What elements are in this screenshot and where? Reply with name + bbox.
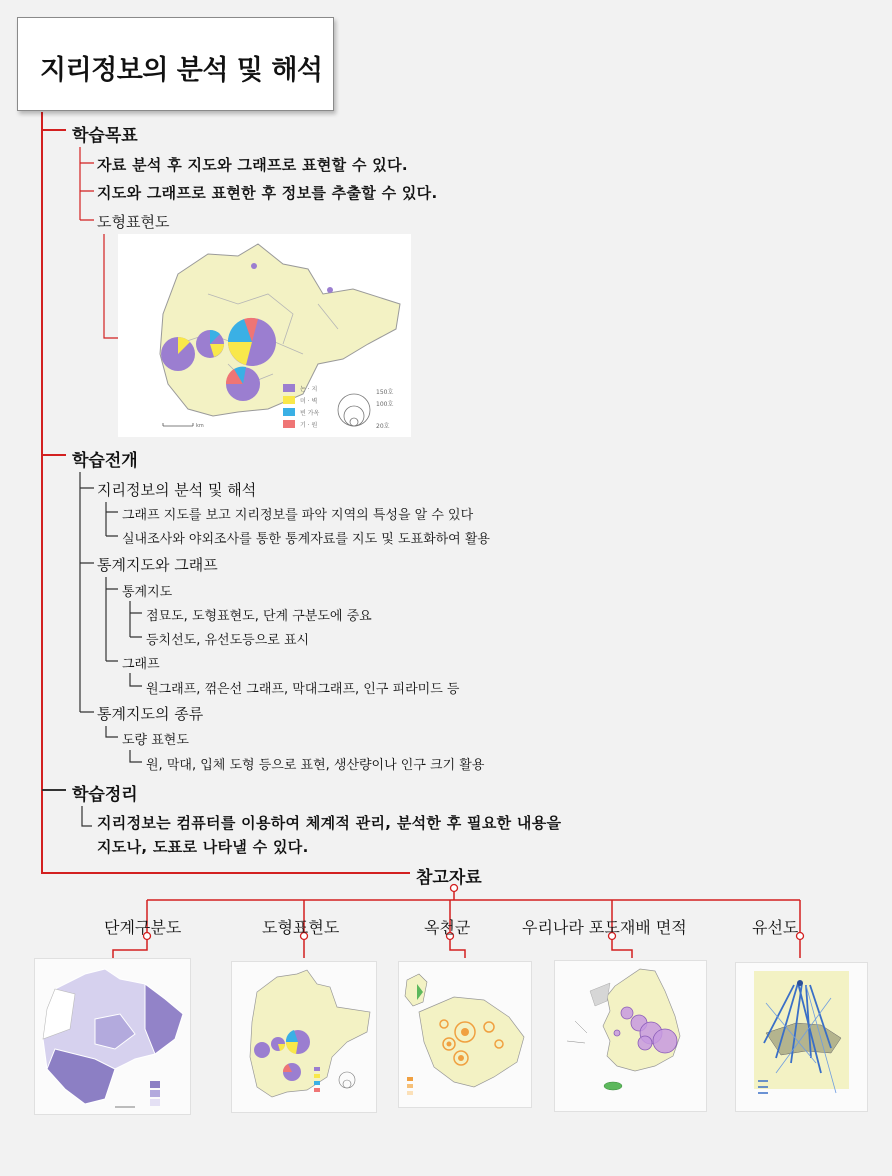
- development-heading: 학습전개: [72, 451, 138, 471]
- thumb-okcheon-map[interactable]: [398, 961, 532, 1108]
- summary-heading: 학습정리: [72, 785, 138, 805]
- thumb-pie-map[interactable]: [231, 961, 377, 1113]
- scale-label: km: [196, 423, 204, 429]
- ref-label-choropleth: 단계구분도: [104, 918, 182, 937]
- size-legend-2: 100호: [376, 401, 394, 408]
- dev-group-2-sub-2-item-1: 원그래프, 꺾은선 그래프, 막대그래프, 인구 피라미드 등: [146, 682, 460, 697]
- goal-item-1: 자료 분석 후 지도와 그래프로 표현할 수 있다.: [97, 156, 408, 174]
- thumb-grape-area-map[interactable]: [554, 960, 707, 1112]
- ref-label-okcheon: 옥천군: [424, 918, 471, 937]
- dev-group-3: 통계지도의 종류: [97, 705, 204, 723]
- goal-item-2: 지도와 그래프로 표현한 후 정보를 추출할 수 있다.: [97, 184, 438, 202]
- legend-item-2: 미 · 벽: [300, 398, 318, 405]
- thumb-flow-map[interactable]: [735, 962, 868, 1112]
- dev-group-1-item-2: 실내조사와 야외조사를 통한 통계자료를 지도 및 도표화하여 활용: [122, 532, 490, 547]
- goal-item-3: 도형표현도: [97, 213, 170, 231]
- legend-item-3: 빈 가옥: [300, 410, 320, 417]
- dev-group-2-sub-1: 통계지도: [122, 585, 173, 600]
- thumb-choropleth-map[interactable]: [34, 958, 191, 1115]
- dev-group-1: 지리정보의 분석 및 해석: [97, 481, 257, 499]
- summary-line-2: 지도나, 도표로 나타낼 수 있다.: [97, 838, 309, 856]
- legend-item-4: 기 · 원: [300, 422, 318, 429]
- dev-group-3-sub-1: 도량 표현도: [122, 733, 189, 748]
- pie-map-figure: [118, 234, 411, 437]
- size-legend-1: 150호: [376, 389, 394, 396]
- page-title: 지리정보의 분석 및 해석: [40, 55, 323, 86]
- dev-group-2-sub-1-item-1: 점묘도, 도형표현도, 단계 구분도에 중요: [146, 609, 372, 624]
- ref-label-grape-area: 우리나라 포도재배 면적: [522, 918, 687, 937]
- legend-item-1: 논 · 지: [300, 386, 318, 393]
- dev-group-1-item-1: 그래프 지도를 보고 지리정보를 파악 지역의 특성을 알 수 있다: [122, 508, 474, 523]
- dev-group-2: 통계지도와 그래프: [97, 556, 218, 574]
- dev-group-2-sub-1-item-2: 등치선도, 유선도등으로 표시: [146, 633, 310, 648]
- references-heading: 참고자료: [416, 868, 482, 888]
- ref-label-flow-map: 유선도: [752, 918, 799, 937]
- summary-line-1: 지리정보는 컴퓨터를 이용하여 체계적 관리, 분석한 후 필요한 내용을: [97, 814, 562, 832]
- size-legend-3: 20호: [376, 423, 390, 430]
- dev-group-3-sub-1-item-1: 원, 막대, 입체 도형 등으로 표현, 생산량이나 인구 크기 활용: [146, 758, 485, 773]
- dev-group-2-sub-2: 그래프: [122, 657, 160, 672]
- goals-heading: 학습목표: [72, 126, 138, 146]
- ref-label-pie-map: 도형표현도: [262, 918, 340, 937]
